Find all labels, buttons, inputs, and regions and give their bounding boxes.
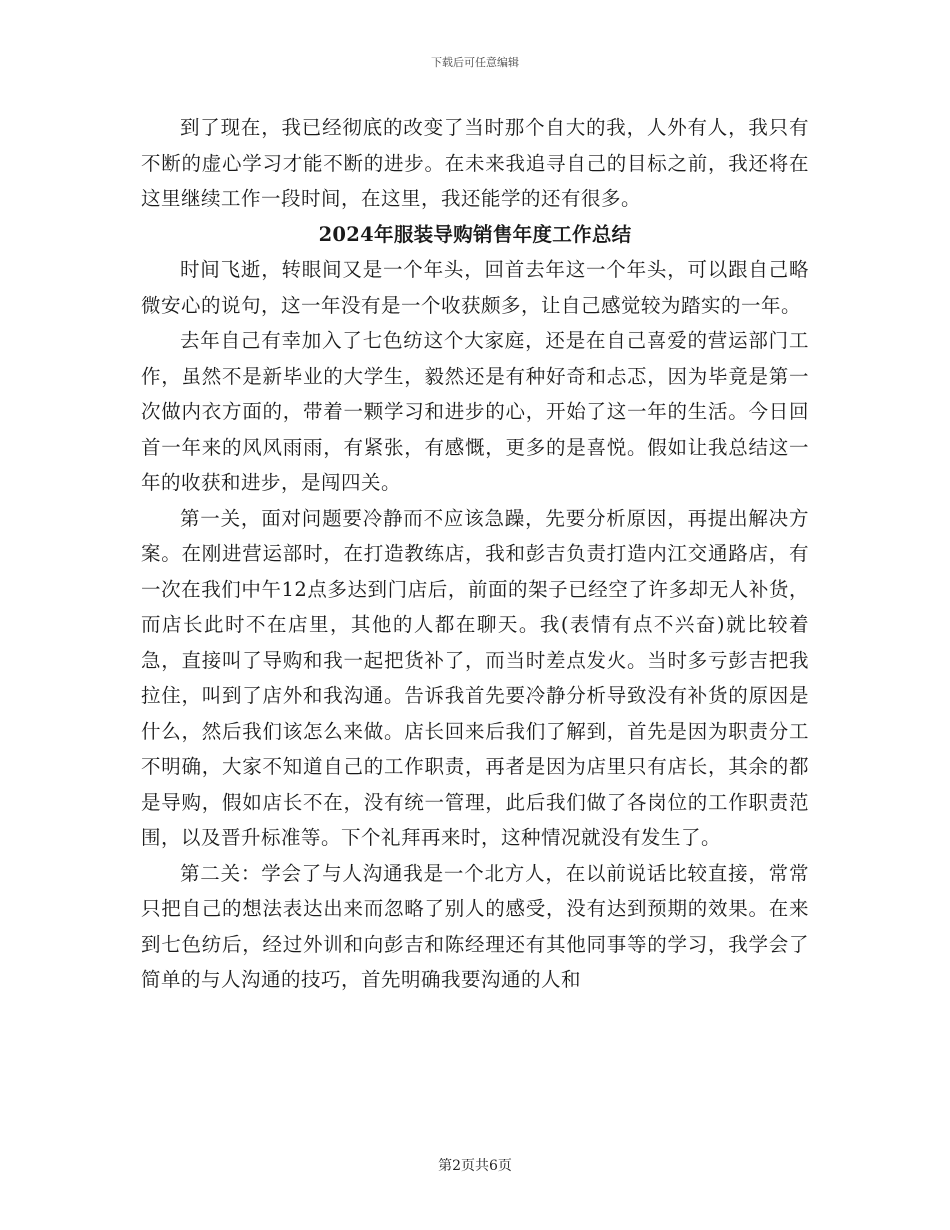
document-body xyxy=(141,110,809,998)
paragraph-4: 第二关：学会了与人沟通我是一个北方人，在以前说话比较直接，常常只把自己的想法表达出来而忽略了别人的感受，没有达到预期的效果。在来到七色纺后，经过外训和向彭吉和陈经理还有其他同事等的学习，我学会了简单的与人沟通的技巧，首先明确我要沟通的人和 xyxy=(141,861,809,991)
page-number: 第2页共6页 xyxy=(438,1158,512,1174)
paragraph-3: 第一关，面对问题要冷静而不应该急躁，先要分析原因，再提出解决方案。在刚进营运部时，在打造教练店，我和彭吉负责打造内江交通路店，有一次在我们中午12点多达到门店后，前面的架子已经空了许多却无人补货，而店长此时不在店里，其他的人都在聊天。我(表情有点不兴奋)就比较着急，直接叫了导购和我一起把货补了，而当时差点发火。当时多亏彭吉把我拉住，叫到了店外和我沟通。告诉我首先要冷静分析导致没有补货的原因是什么，然后我们该怎么来做。店长回来后我们了解到，首先是因为职责分工不明确，大家不知道自己的工作职责，再者是因为店里只有店长，其余的都是导购，假如店长不在，没有统一管理，此后我们做了各岗位的工作职责范围，以及晋升标准等。下个礼拜再来时，这种情况就没有发生了。 xyxy=(141,506,809,849)
intro-paragraph: 到了现在，我已经彻底的改变了当时那个自大的我，人外有人，我只有不断的虚心学习才能不断的进步。在未来我追寻自己的目标之前，我还将在这里继续工作一段时间，在这里，我还能学的还有很多。 xyxy=(141,116,809,210)
page-header-note: 下载后可任意编辑 xyxy=(431,56,519,69)
document-title: 2024年服装导购销售年度工作总结 xyxy=(318,222,632,246)
paragraph-2: 去年自己有幸加入了七色纺这个大家庭，还是在自己喜爱的营运部门工作，虽然不是新毕业的大学生，毅然还是有种好奇和忐忑，因为毕竟是第一次做内衣方面的，带着一颗学习和进步的心，开始了这一年的生活。今日回首一年来的风风雨雨，有紧张，有感慨，更多的是喜悦。假如让我总结这一年的收获和进步，是闯四关。 xyxy=(141,329,809,494)
paragraph-1: 时间飞逝，转眼间又是一个年头，回首去年这一个年头，可以跟自己略微安心的说句，这一年没有是一个收获颇多，让自己感觉较为踏实的一年。 xyxy=(141,258,809,317)
